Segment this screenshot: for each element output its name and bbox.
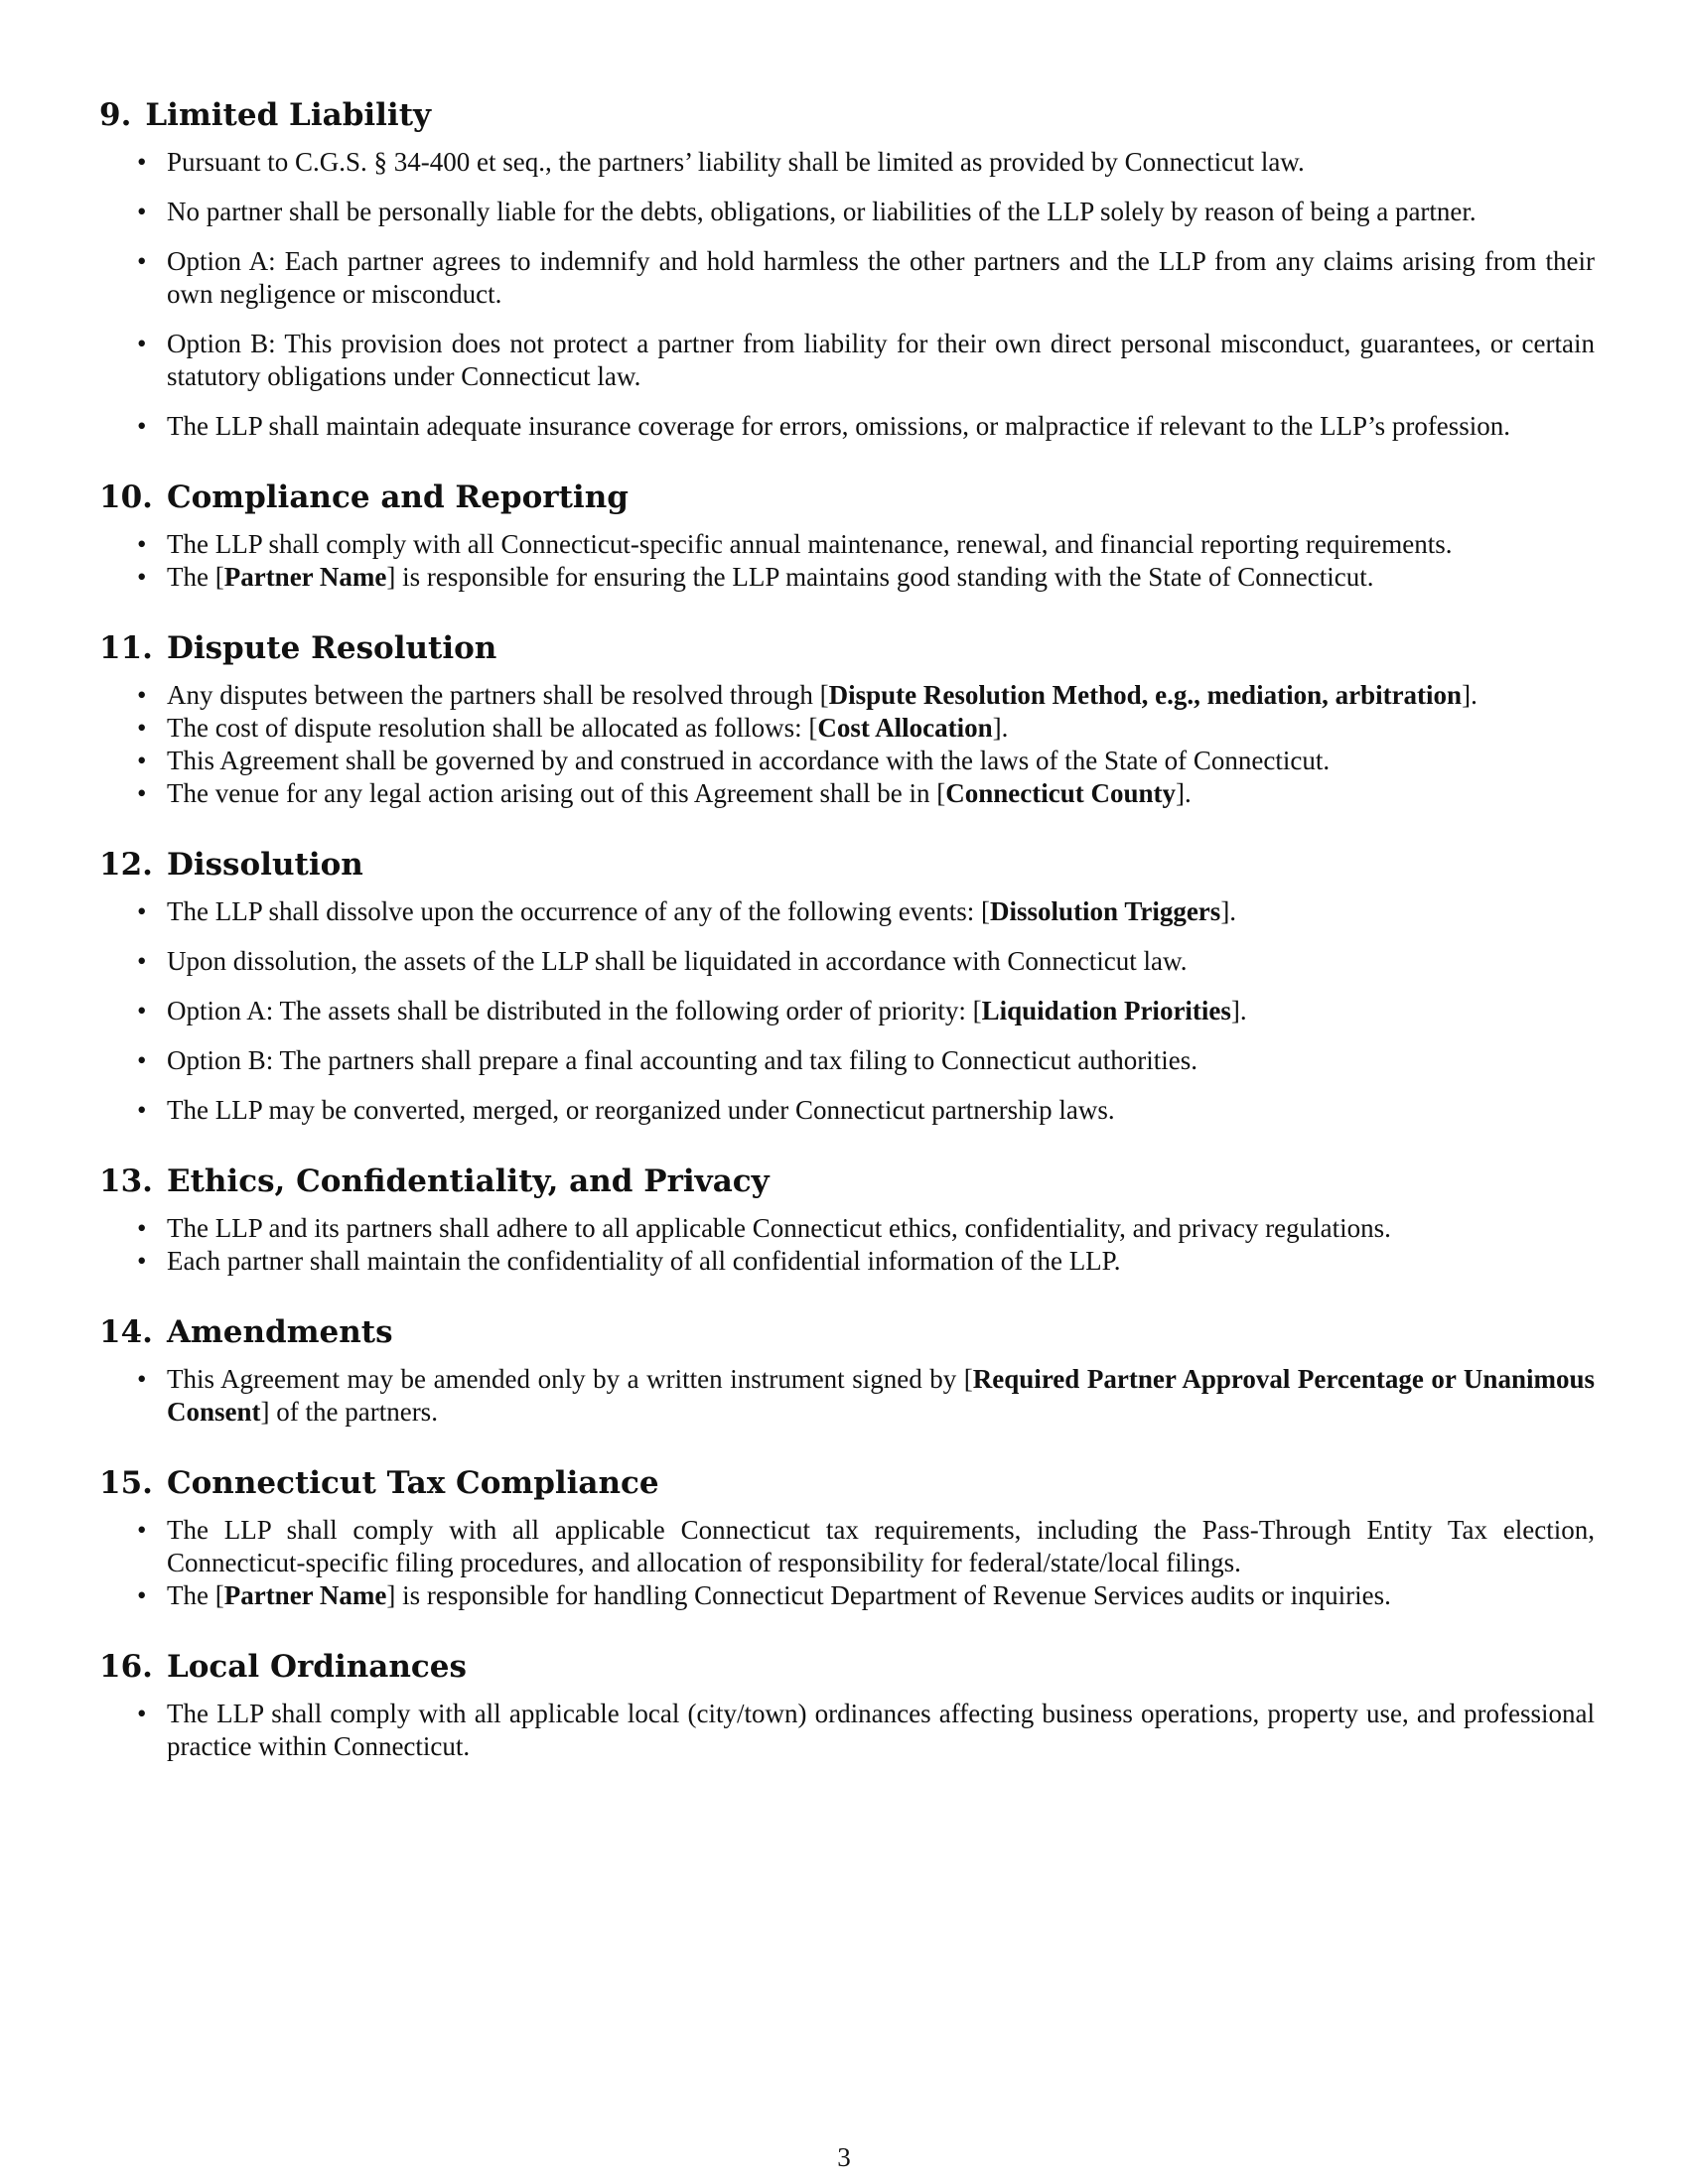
section-heading [99, 1160, 1595, 1202]
bullet-list [99, 1212, 1595, 1278]
bullet-list [99, 146, 1595, 443]
list-item [99, 410, 1595, 443]
bullet-list [99, 1698, 1595, 1763]
clause-text: ] of the partners. [260, 1397, 438, 1427]
section-15 [99, 1462, 1595, 1612]
section-14 [99, 1311, 1595, 1429]
list-item [99, 528, 1595, 561]
list-item [99, 1698, 1595, 1763]
section-number: 12. [99, 847, 153, 883]
list-item [99, 561, 1595, 594]
placeholder-field: Partner Name [223, 1580, 387, 1610]
section-number: 10. [99, 479, 153, 515]
section-9 [99, 94, 1595, 443]
section-title: Amendments [166, 1314, 393, 1350]
section-number: 14. [99, 1314, 153, 1350]
clause-text: ]. [1176, 778, 1192, 808]
clause-text: Option A: Each partner agrees to indemnify and hold harmless the other partners and the LLP from any claims arising from their own negligence or misconduct. [167, 246, 1595, 309]
section-11 [99, 627, 1595, 810]
list-item [99, 745, 1595, 777]
clause-text: ] is responsible for handling Connecticut Department of Revenue Services audits or inquiries. [386, 1580, 1391, 1610]
section-heading [99, 477, 1595, 518]
placeholder-field: Connecticut County [945, 778, 1177, 808]
bullet-list [99, 679, 1595, 810]
clause-text: The [ [167, 1580, 224, 1610]
clause-text: The LLP shall dissolve upon the occurrence of any of the following events: [ [167, 896, 991, 926]
list-item [99, 712, 1595, 745]
clause-text: ] is responsible for ensuring the LLP maintains good standing with the State of Connecticut. [386, 562, 1374, 592]
section-title: Ethics, Confidentiality, and Privacy [166, 1163, 770, 1199]
clause-text: Upon dissolution, the assets of the LLP shall be liquidated in accordance with Connecticut law. [167, 946, 1188, 976]
clause-text: Option B: This provision does not protect a partner from liability for their own direct personal misconduct, guarantees, or certain statutory obligations under Connecticut law. [167, 329, 1595, 391]
section-number: 15. [99, 1465, 153, 1501]
clause-text: The LLP shall comply with all applicable Connecticut tax requirements, including the Pass-Through Entity Tax election, Connecticut-specific filing procedures, and allocation of responsibility for federal/state/local filings. [167, 1515, 1595, 1577]
list-item [99, 679, 1595, 712]
section-heading [99, 627, 1595, 669]
clause-text: This Agreement may be amended only by a written instrument signed by [ [167, 1364, 973, 1394]
clause-text: The LLP and its partners shall adhere to all applicable Connecticut ethics, confidentiality, and privacy regulations. [167, 1213, 1391, 1243]
section-title: Dissolution [166, 847, 363, 883]
list-item [99, 777, 1595, 810]
bullet-list [99, 1514, 1595, 1612]
bullet-list [99, 528, 1595, 594]
section-heading [99, 844, 1595, 886]
list-item [99, 1245, 1595, 1278]
section-title: Compliance and Reporting [166, 479, 629, 515]
clause-text: Pursuant to C.G.S. § 34-400 et seq., the partners’ liability shall be limited as provided by Connecticut law. [167, 147, 1305, 177]
placeholder-field: Dissolution Triggers [990, 896, 1221, 926]
clause-text: ]. [1220, 896, 1237, 926]
clause-text: No partner shall be personally liable for the debts, obligations, or liabilities of the LLP solely by reason of being a partner. [167, 197, 1477, 226]
section-13 [99, 1160, 1595, 1278]
document-body [99, 94, 1595, 1797]
section-number: 13. [99, 1163, 153, 1199]
placeholder-field: Partner Name [223, 562, 387, 592]
clause-text: The LLP shall comply with all Connecticut-specific annual maintenance, renewal, and financial reporting requirements. [167, 529, 1453, 559]
placeholder-field: Dispute Resolution Method, e.g., mediation, arbitration [828, 680, 1463, 710]
section-number: 9. [99, 97, 132, 133]
list-item [99, 196, 1595, 228]
list-item [99, 146, 1595, 179]
section-heading [99, 94, 1595, 136]
section-16 [99, 1646, 1595, 1763]
section-number: 11. [99, 630, 153, 666]
clause-text: Option A: The assets shall be distributed in the following order of priority: [ [167, 996, 982, 1025]
section-title: Local Ordinances [166, 1649, 467, 1685]
section-title: Connecticut Tax Compliance [166, 1465, 659, 1501]
list-item [99, 328, 1595, 393]
section-title: Dispute Resolution [166, 630, 497, 666]
clause-text: ]. [992, 713, 1009, 743]
section-number: 16. [99, 1649, 153, 1685]
section-10 [99, 477, 1595, 594]
list-item [99, 1514, 1595, 1579]
clause-text: ]. [1462, 680, 1477, 710]
placeholder-field: Liquidation Priorities [981, 996, 1231, 1025]
list-item [99, 245, 1595, 311]
clause-text: Option B: The partners shall prepare a final accounting and tax filing to Connecticut authorities. [167, 1045, 1197, 1075]
clause-text: ]. [1230, 996, 1247, 1025]
section-12 [99, 844, 1595, 1127]
list-item [99, 1212, 1595, 1245]
placeholder-field: Cost Allocation [817, 713, 993, 743]
clause-text: The LLP may be converted, merged, or reorganized under Connecticut partnership laws. [167, 1095, 1115, 1125]
page-number: 3 [837, 2142, 851, 2172]
section-title: Limited Liability [145, 97, 432, 133]
clause-text: The [ [167, 562, 224, 592]
clause-text: The LLP shall maintain adequate insurance coverage for errors, omissions, or malpractice if relevant to the LLP’s profession. [167, 411, 1511, 441]
section-heading [99, 1646, 1595, 1688]
clause-text: Each partner shall maintain the confidentiality of all confidential information of the LLP. [167, 1246, 1121, 1276]
bullet-list [99, 895, 1595, 1127]
section-heading [99, 1462, 1595, 1504]
section-heading [99, 1311, 1595, 1353]
list-item [99, 1044, 1595, 1077]
clause-text: The cost of dispute resolution shall be allocated as follows: [ [167, 713, 818, 743]
list-item [99, 1094, 1595, 1127]
clause-text: The LLP shall comply with all applicable local (city/town) ordinances affecting business operations, property use, and professional practice within Connecticut. [167, 1699, 1595, 1761]
clause-text: The venue for any legal action arising out of this Agreement shall be in [ [167, 778, 946, 808]
bullet-list [99, 1363, 1595, 1429]
clause-text: This Agreement shall be governed by and construed in accordance with the laws of the State of Connecticut. [167, 746, 1331, 775]
list-item [99, 895, 1595, 928]
placeholder-field: Required Partner Approval Percentage or Unanimous Consent [167, 1364, 1595, 1427]
list-item [99, 1363, 1595, 1429]
clause-text: Any disputes between the partners shall be resolved through [ [167, 680, 829, 710]
list-item [99, 1579, 1595, 1612]
list-item [99, 945, 1595, 978]
list-item [99, 995, 1595, 1027]
